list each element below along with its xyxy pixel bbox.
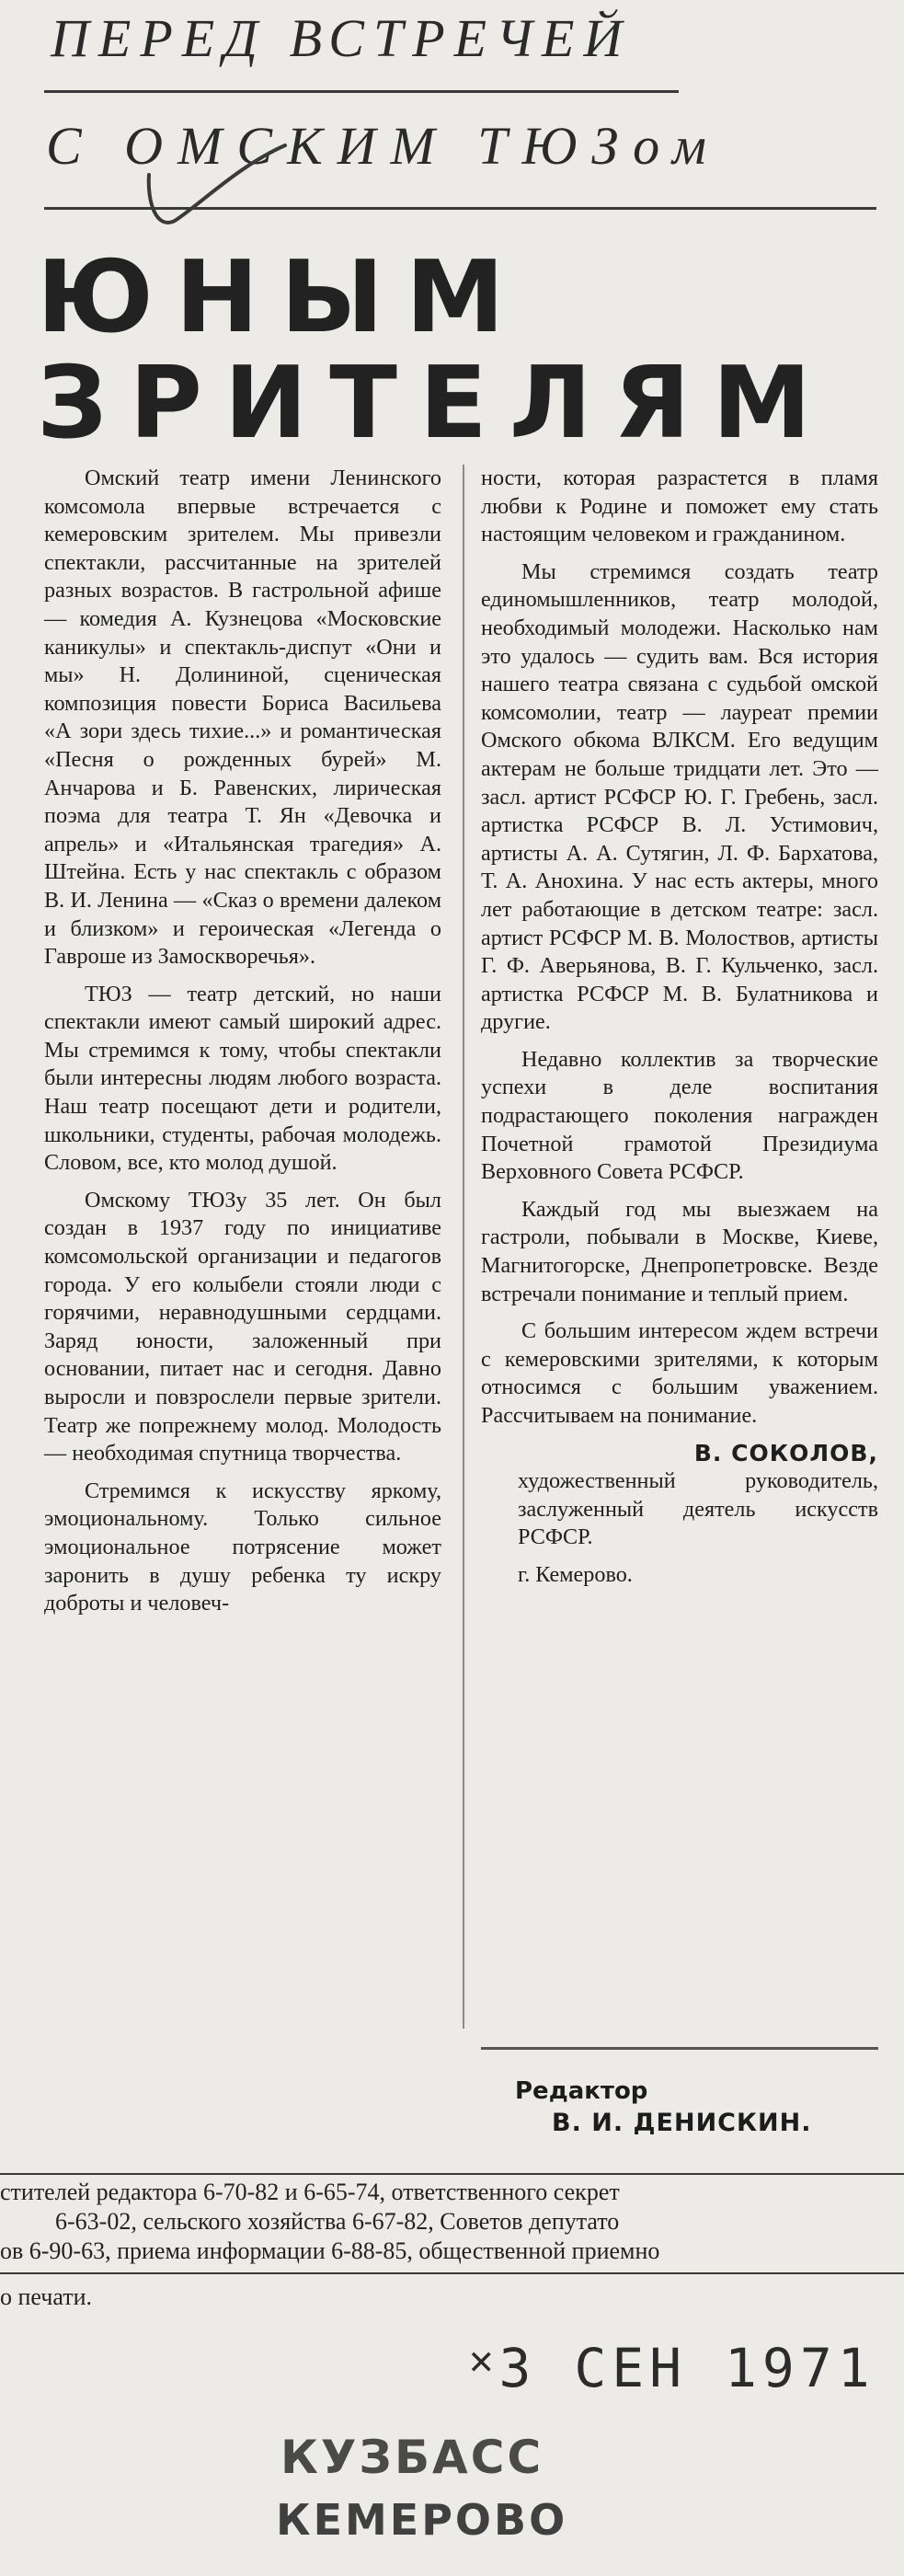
article-right-column <box>481 465 878 1599</box>
imprint-line-3: ов 6-90-63, приема информации 6-88-85, общественной приемно <box>0 2237 660 2264</box>
headline-line-1: ЮНЫМ <box>37 240 527 355</box>
column-divider <box>463 465 464 2029</box>
article-left-column <box>44 465 441 1627</box>
stamp-mark-icon: ✕ <box>469 2337 499 2384</box>
editor-rule <box>481 2047 878 2050</box>
paragraph: Омскому ТЮЗу 35 лет. Он был создан в 1937 году по инициативе комсомольской организации и педагогов города. У его колыбели стояли люди с горячими, неравнодушными сердцами. Заряд юности, заложенный при основании, питает нас и сегодня. Давно выросли и повзрослели первые зрители. Театр же попрежнему молод. Молодость — необходимая спутница творчества. <box>44 1187 441 1466</box>
paragraph: Омский театр имени Ленинского комсомола впервые встречается с кемеровским зрителем. Мы привезли спектакли, рассчитанные на зрителей разных возрастов. В гастрольной афише — комедия А. Кузнецова «Московские каникулы» и спектакль-диспут «Они и мы» Н. Долининой, сценическая композиция повести Бориса Васильева «А зори здесь тихие...» и романтическая «Песня о рожденных бурей» М. Анчарова и Б. Равенских, лирическая поэма для театра Т. Ян «Девочка и апрель» и «Итальянская трагедия» А. Штейна. Есть у нас спектакль с образом В. И. Ленина — «Сказ о времени далеком и близком» и героическая «Легенда о Гаврошe из Замоскворечья». <box>44 466 441 970</box>
signature-name: В. СОКОЛОВ, <box>693 1439 878 1466</box>
footer-rule-2 <box>0 2272 904 2274</box>
signature-city: г. Кемерово. <box>518 1561 633 1587</box>
footer-rule <box>0 2173 904 2175</box>
kicker-rule-1 <box>44 90 679 93</box>
headline-line-2: ЗРИТЕЛЯМ <box>37 346 834 461</box>
paragraph: Недавно коллектив за творческие успехи в деле воспитания подрастающего поколения награжден Почетной грамотой Президиума Верховного Совета РСФСР. <box>481 1046 878 1185</box>
publication-stamp: КУЗБАСС <box>280 2431 544 2484</box>
editor-name: В. И. ДЕНИСКИН. <box>552 2109 812 2137</box>
paragraph: Каждый год мы выезжаем на гастроли, побывали в Москве, Киеве, Магнитогорске, Днепропетровске. Везде встречали понимание и теплый прием. <box>481 1196 878 1306</box>
editor-label: Редактор <box>515 2077 648 2105</box>
signature-role: художественный руководитель, заслуженный деятель искусств РСФСР. <box>518 1468 878 1550</box>
paragraph: С большим интересом ждем встречи с кемеровскими зрителями, к которым относимся с большим уважением. Рассчитываем на понимание. <box>481 1318 878 1428</box>
imprint-line-2: 6-63-02, сельского хозяйства 6-67-82, Советов депутато <box>55 2208 620 2235</box>
paragraph: ТЮЗ — театр детский, но наши спектакли имеют самый широкий адрес. Мы стремимся к тому, чтобы спектакли были интересны людям любого возраста. Наш театр посещают дети и родители, школьники, студенты, рабочая молодежь. Словом, все, кто молод душой. <box>44 981 441 1176</box>
pen-check-icon <box>138 138 294 239</box>
kicker-line-1: ПЕРЕД ВСТРЕЧЕЙ <box>51 8 632 68</box>
paragraph: Стремимся к искусству яркому, эмоциональному. Только сильное эмоциональное потрясение может заронить в душу ребенка ту искру доброты и человеч- <box>44 1478 441 1616</box>
kicker-line-2: С ОМСКИМ ТЮЗом <box>46 116 721 176</box>
paragraph: ности, которая разрастется в пламя любви к Родине и поможет ему стать настоящим человеком и гражданином. <box>481 466 878 547</box>
imprint-line-4: о печати. <box>0 2283 93 2310</box>
paragraph: Мы стремимся создать театр единомышленников, театр молодой, необходимый молодежи. Насколько нам это удалось — судить вам. Вся история нашего театра связана с судьбой омской комсомолии, театр — лауреат премии Омского обкома ВЛКСМ. Его ведущим актерам не больше тридцати лет. Это — засл. артист РСФСР Ю. Г. Гребень, засл. артистка РСФСР В. Л. Устимович, артисты А. А. Сутягин, Л. Ф. Бархатова, Т. А. Анохина. У нас есть актеры, много лет работающие в детском театре: засл. артист РСФСР М. В. Молоствов, артисты Г. Ф. Аверьянова, В. Г. Кульченко, засл. артистка РСФСР М. В. Булатникова и другие. <box>481 558 878 1035</box>
city-stamp: КЕМЕРОВО <box>276 2495 568 2545</box>
kicker-rule-2 <box>44 207 876 210</box>
date-stamp-text: 3 СЕН 1971 <box>498 2337 875 2399</box>
date-stamp <box>469 2337 875 2399</box>
imprint-line-1: стителей редактора 6-70-82 и 6-65-74, ответственного секрет <box>0 2179 620 2205</box>
